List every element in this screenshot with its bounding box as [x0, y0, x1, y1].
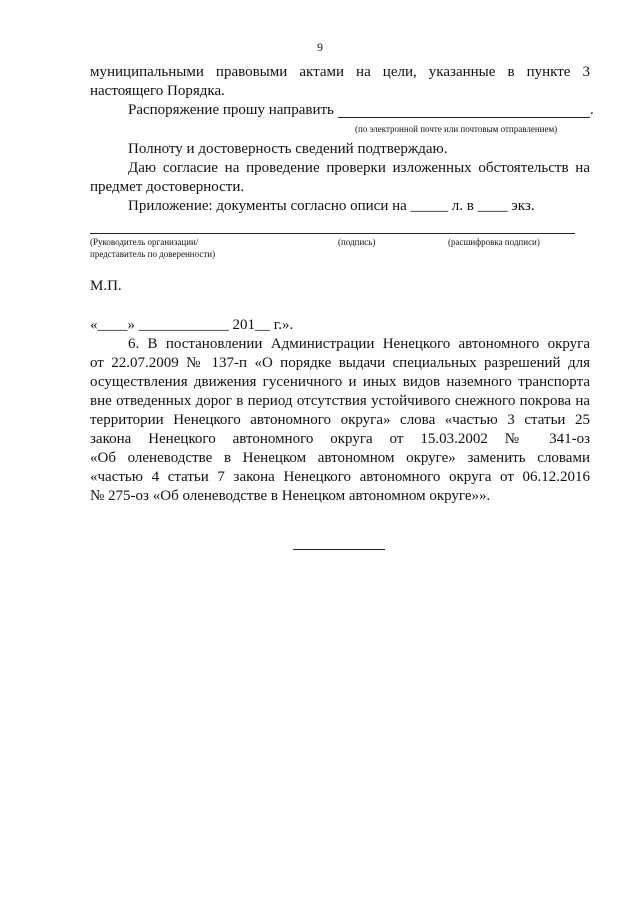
attachment-text: Приложение: документы согласно описи на _____ л. в ____ экз.	[128, 198, 535, 214]
signature-line	[90, 233, 575, 234]
page-number: 9	[317, 40, 323, 54]
closing-separator	[293, 549, 385, 550]
amendment-line-9: № 275-оз «Об оленеводстве в Ненецком автономном округе»».	[90, 488, 491, 504]
amendment-line-8: «частью 4 статьи 7 закона Ненецкого автономного округа от 06.12.2016	[90, 469, 590, 485]
confirm-text: Полноту и достоверность сведений подтверждаю.	[128, 141, 448, 157]
amendment-line-2: от 22.07.2009 № 137-п «О порядке выдачи специальных разрешений для	[90, 355, 590, 371]
date-line: «____» ____________ 201__ г.».	[90, 317, 294, 333]
request-line-2: настоящего Порядка.	[90, 83, 225, 99]
send-blank-line	[338, 117, 590, 118]
amendment-line-3: осуществления движения гусеничного и иных видов наземного транспорта	[90, 374, 590, 390]
head-label-2: представитель по доверенности)	[90, 249, 216, 259]
amendment-line-4: вне отведенных дорог в период отсутствия устойчивого снежного покрова на	[90, 393, 590, 409]
consent-line-2: предмет достоверности.	[90, 179, 245, 195]
request-line-1: муниципальными правовыми актами на цели, указанные в пункте 3	[90, 64, 590, 80]
amendment-line-7: «Об оленеводстве в Ненецком автономном округе» заменить словами	[90, 450, 590, 466]
consent-line-1: Даю согласие на проведение проверки изложенных обстоятельств на	[128, 160, 590, 176]
decode-label: (расшифровка подписи)	[448, 237, 540, 247]
amendment-line-1: 6. В постановлении Администрации Ненецкого автономного округа	[128, 336, 590, 352]
sign-label: (подпись)	[338, 237, 376, 247]
amendment-line-5: территории Ненецкого автономного округа» слова «частью 3 статьи 25	[90, 412, 590, 428]
send-label: Распоряжение прошу направить	[128, 102, 334, 118]
head-label-1: (Руководитель организации/	[90, 237, 199, 247]
send-end: .	[590, 102, 594, 118]
stamp-place: М.П.	[90, 278, 122, 294]
amendment-line-6: закона Ненецкого автономного округа от 15.03.2002 № 341-оз	[90, 431, 590, 447]
send-hint: (по электронной почте или почтовым отправлением)	[355, 124, 558, 134]
